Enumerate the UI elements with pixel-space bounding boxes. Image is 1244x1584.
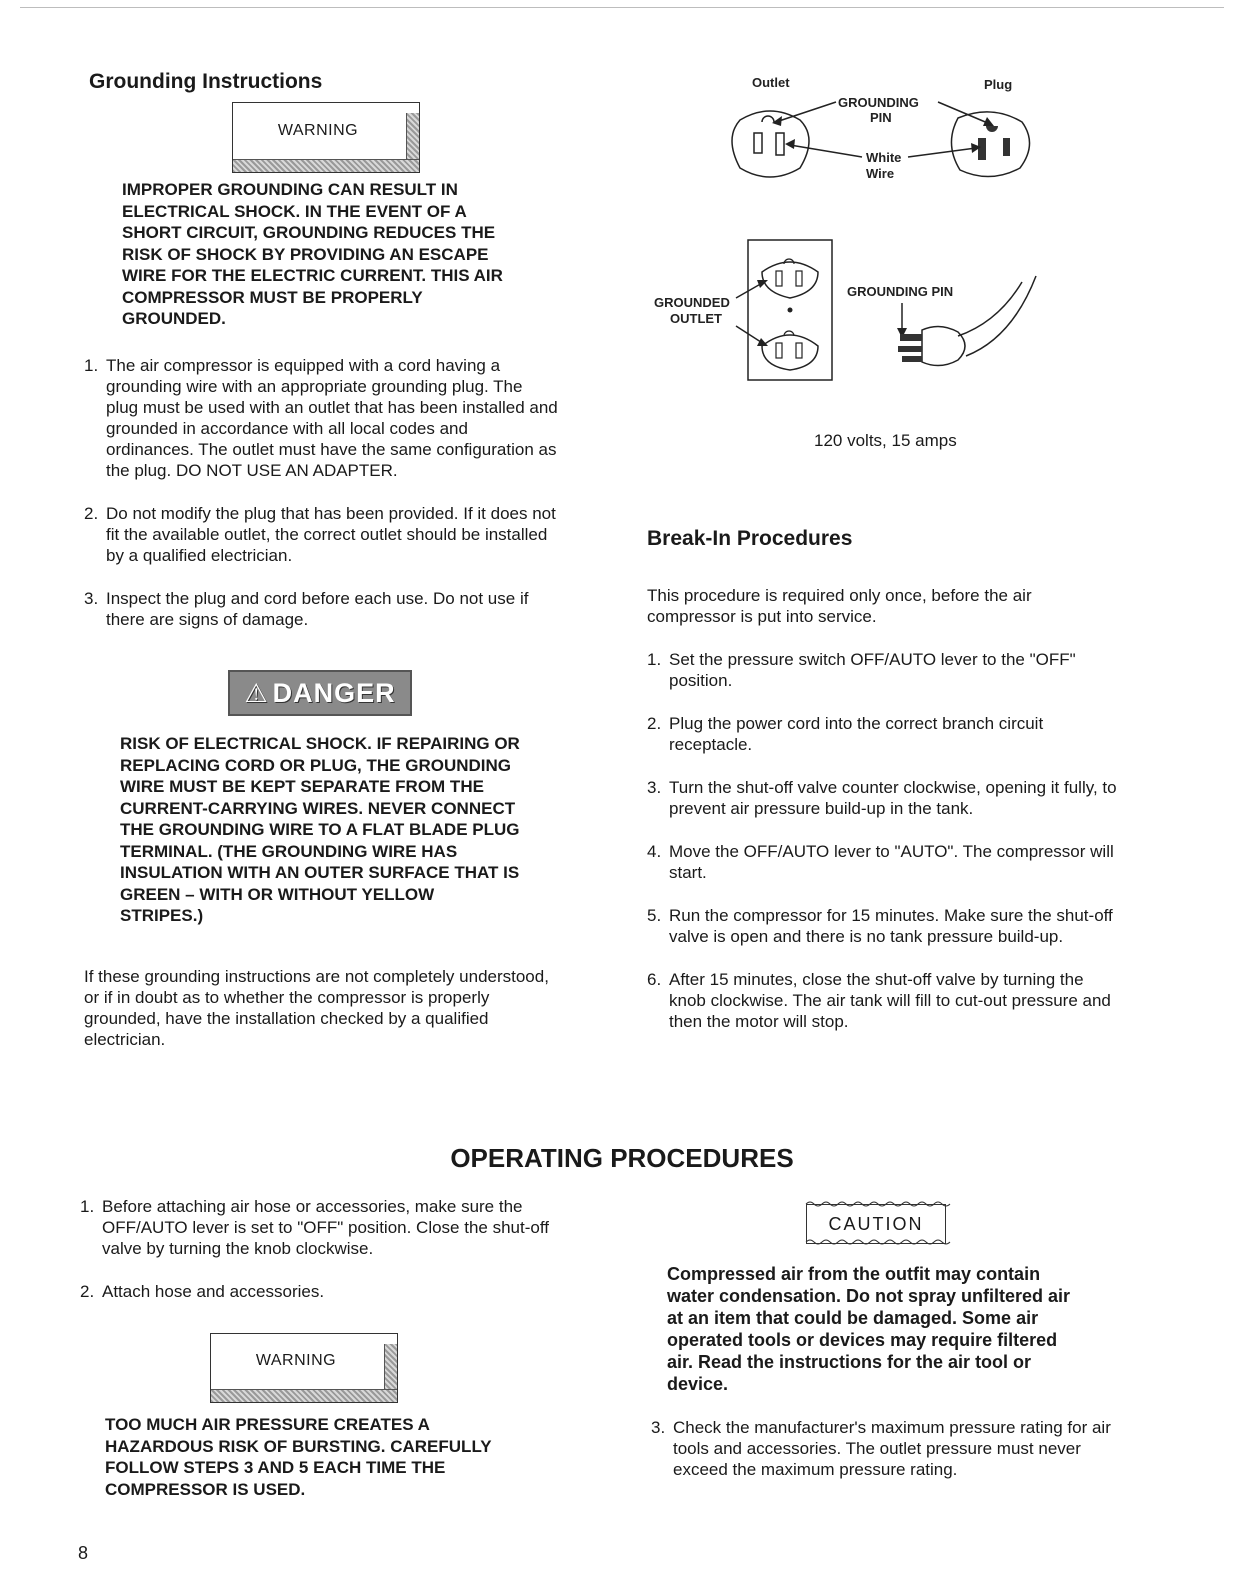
list-item: 3. Turn the shut-off valve counter clockwise, opening it fully, to prevent air pressure build-up in the tank. xyxy=(647,778,1117,818)
page-number: 8 xyxy=(78,1543,89,1563)
list-item: 1. Set the pressure switch OFF/AUTO lever to the "OFF" position. xyxy=(647,650,1076,690)
warning-triangle-icon: ⚠ xyxy=(244,677,269,708)
breakin-list xyxy=(647,649,1121,1032)
list-item: 6. After 15 minutes, close the shut-off valve by turning the knob clockwise. The air tank will fill to cut-out pressure and then the motor will stop. xyxy=(647,970,1111,1031)
caution-wavy-border-icon xyxy=(798,1196,954,1250)
breakin-title: Break-In Procedures xyxy=(647,527,853,550)
operating-list-continued xyxy=(651,1417,1113,1480)
outlet-plug-diagram xyxy=(640,60,1070,390)
list-item: 2. Do not modify the plug that has been provided. If it does not fit the available outlet, the correct outlet should be installed by a qualified electrician. xyxy=(84,504,556,565)
grounding-pin-full-label: GROUNDING PIN xyxy=(847,284,954,299)
caution-badge: CAUTION xyxy=(806,1204,946,1244)
grounding-list xyxy=(84,355,559,630)
breakin-intro: This procedure is required only once, before the air compressor is put into service. xyxy=(647,586,1032,626)
list-item: 3. Check the manufacturer's maximum pressure rating for air tools and accessories. The outlet pressure must never exceed the maximum pressure rating. xyxy=(651,1418,1111,1479)
top-rule xyxy=(20,7,1224,8)
grounding-warning-text: IMPROPER GROUNDING CAN RESULT IN ELECTRICAL SHOCK. IN THE EVENT OF A SHORT CIRCUIT, GROUNDING REDUCES THE RISK OF SHOCK BY PROVIDING AN ESCAPE WIRE FOR THE ELECTRIC CURRENT. THIS AIR COMPRESSOR MUST BE PROPERLY GROUNDED. xyxy=(122,180,503,328)
grounded-outlet-label-2: OUTLET xyxy=(670,311,722,326)
danger-badge: ⚠ DANGER xyxy=(228,670,412,716)
list-item: 2. Plug the power cord into the correct branch circuit receptacle. xyxy=(647,714,1044,754)
warning-label: WARNING xyxy=(255,1352,337,1369)
outlet-face-icon xyxy=(732,111,809,177)
grounded-outlet-label-1: GROUNDED xyxy=(654,295,730,310)
grounding-pin-label-1: GROUNDING xyxy=(838,95,919,110)
list-item: 4. Move the OFF/AUTO lever to "AUTO". The compressor will start. xyxy=(647,842,1114,882)
danger-text: RISK OF ELECTRICAL SHOCK. IF REPAIRING OR REPLACING CORD OR PLUG, THE GROUNDING WIRE MUST BE KEPT SEPARATE FROM THE CURRENT-CARRYING WIRES. NEVER CONNECT THE GROUNDING WIRE TO A FLAT BLADE PLUG TERMINAL. (THE GROUNDING WIRE HAS INSULATION WITH AN OUTER SURFACE THAT IS GREEN – WITH OR WITHOUT YELLOW STRIPES.) xyxy=(120,734,520,925)
white-wire-label-2: Wire xyxy=(866,166,895,181)
list-item: 5. Run the compressor for 15 minutes. Make sure the shut-off valve is open and there is no tank pressure build-up. xyxy=(647,906,1113,946)
caution-text: Compressed air from the outfit may contain water condensation. Do not spray unfiltered air at an item that could be damaged. Some air operated tools or devices may require filtered air. Read the instructions for the air tool or device. xyxy=(667,1264,1071,1394)
list-item: 1. The air compressor is equipped with a cord having a grounding wire with an appropriate grounding plug. The plug must be used with an outlet that has been installed and grounded in accordance with all local codes and ordinances. The outlet must have the same configuration as the plug. DO NOT USE AN ADAPTER. xyxy=(84,356,558,480)
diagram-caption: 120 volts, 15 amps xyxy=(814,431,957,450)
warning-box-operating xyxy=(210,1333,398,1403)
list-item: 1. Before attaching air hose or accessories, make sure the OFF/AUTO lever is set to "OFF" position. Close the shut-off valve by turning the knob clockwise. xyxy=(80,1197,549,1258)
white-wire-label-1: White xyxy=(866,150,902,165)
grounding-title: Grounding Instructions xyxy=(89,70,323,93)
warning-box-grounding xyxy=(232,102,420,173)
list-item: 2. Attach hose and accessories. xyxy=(80,1282,325,1301)
warning-label: WARNING xyxy=(277,121,359,139)
plug-label: Plug xyxy=(984,77,1013,92)
operating-warning-text: TOO MUCH AIR PRESSURE CREATES A HAZARDOUS RISK OF BURSTING. CAREFULLY FOLLOW STEPS 3 AND 5 EACH TIME THE COMPRESSOR IS USED. xyxy=(105,1415,492,1499)
grounding-closing: If these grounding instructions are not completely understood, or if in doubt as to whether the compressor is properly grounded, have the installation checked by a qualified electrician. xyxy=(84,967,549,1049)
grounding-pin-label-2: PIN xyxy=(870,110,892,125)
list-item: 3. Inspect the plug and cord before each use. Do not use if there are signs of damage. xyxy=(84,589,529,629)
outlet-label: Outlet xyxy=(752,75,790,90)
operating-list xyxy=(80,1196,550,1302)
operating-title: OPERATING PROCEDURES xyxy=(450,1143,794,1173)
duplex-outlet-icon xyxy=(748,240,832,380)
